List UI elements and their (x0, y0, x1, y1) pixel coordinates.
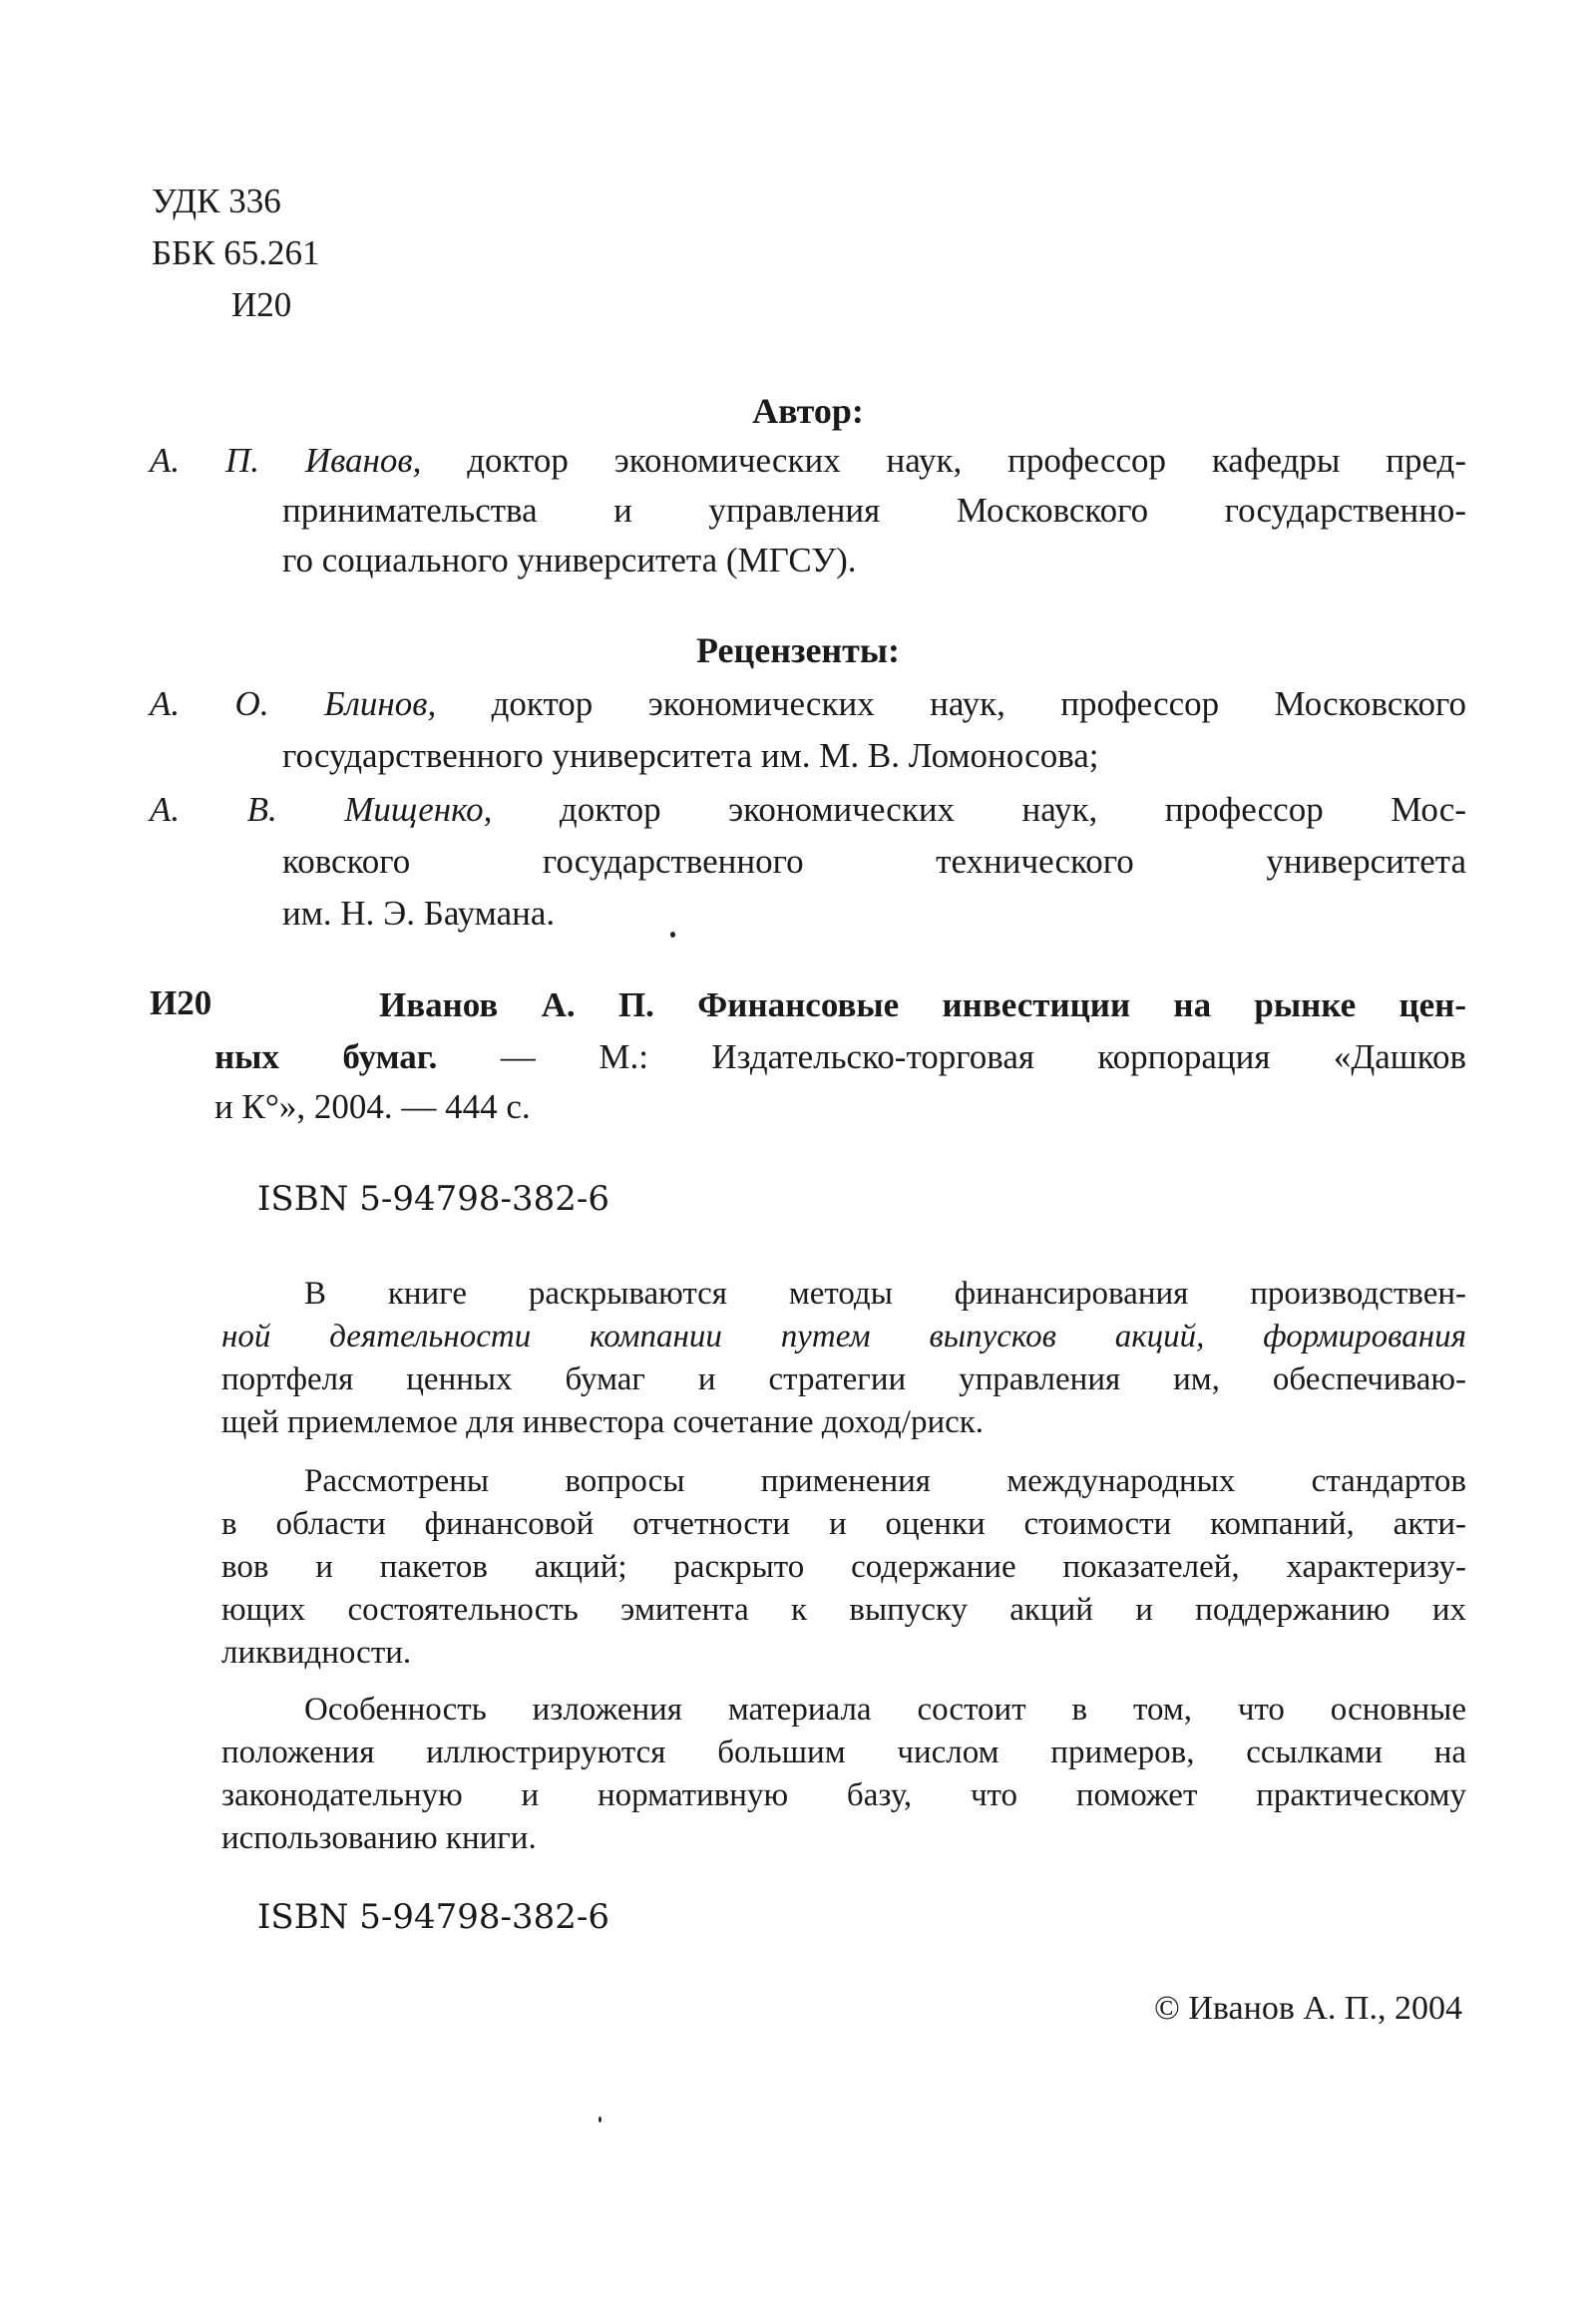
bbk-code: ББК 65.261 (152, 233, 320, 272)
abstract-p3-line-1: Особенность изложения материала состоит в том, что основные (304, 1692, 1466, 1728)
biblio-title-line-2: ных бумаг. — М.: Издательско-торговая корпорация «Дашков (214, 1037, 1467, 1076)
copyright: © Иванов А. П., 2004 (1154, 1990, 1462, 2027)
author-line-2: принимательства и управления Московского государственно- (282, 491, 1466, 530)
udk-code: УДК 336 (152, 182, 281, 220)
speck-mark (670, 932, 675, 938)
reviewer-2-line-3: им. Н. Э. Баумана. (282, 894, 556, 933)
abstract-p1-line-3: портфеля ценных бумаг и стратегии управления им, обеспечиваю- (221, 1361, 1466, 1397)
abstract-p2-line-5: ликвидности. (221, 1635, 412, 1671)
author-line-1: А. П. Иванов, доктор экономических наук, профессор кафедры пред- (150, 441, 1466, 480)
author-name: А. П. Иванов, (150, 441, 422, 480)
isbn-top: ISBN 5-94798-382-6 (257, 1179, 610, 1219)
author-sign-code: И20 (231, 285, 292, 324)
reviewer-2-line-2: ковского государственного технического университета (282, 842, 1466, 881)
author-line-3: го социального университета (МГСУ). (282, 541, 857, 579)
abstract-p1-line-2: ной деятельности компании путем выпусков акций, формирования (221, 1319, 1466, 1354)
abstract-p3-line-4: использованию книги. (221, 1820, 537, 1856)
author-heading: Автор: (752, 391, 864, 431)
abstract-p2-line-2: в области финансовой отчетности и оценки стоимости компаний, акти- (221, 1506, 1466, 1542)
reviewer-2-name: А. В. Мищенко, (150, 790, 493, 829)
biblio-title-line-1: Иванов А. П. Финансовые инвестиции на рынке цен- (379, 985, 1466, 1024)
abstract-p2-line-3: вов и пакетов акций; раскрыто содержание показателей, характеризу- (221, 1549, 1466, 1585)
biblio-sign: И20 (150, 983, 212, 1022)
abstract-p3-line-2: положения иллюстрируются большим числом примеров, ссылками на (221, 1735, 1466, 1770)
reviewer-1-line-1: А. О. Блинов, доктор экономических наук, профессор Московского (150, 684, 1467, 723)
abstract-p3-line-3: законодательную и нормативную базу, что поможет практическому (221, 1777, 1466, 1813)
isbn-bottom: ISBN 5-94798-382-6 (257, 1897, 610, 1937)
speck-mark-bottom (598, 2117, 601, 2122)
abstract-p1-line-1: В книге раскрываются методы финансирования производствен- (304, 1276, 1466, 1312)
reviewer-1-line-2: государственного университета им. М. В. Ломоносова; (282, 736, 1099, 775)
abstract-p1-line-4: щей приемлемое для инвестора сочетание доход/риск. (221, 1404, 985, 1440)
abstract-p2-line-4: ющих состоятельность эмитента к выпуску акций и поддержанию их (221, 1592, 1466, 1628)
abstract-p2-line-1: Рассмотрены вопросы применения международных стандартов (304, 1463, 1466, 1499)
biblio-title-line-3: и К°», 2004. — 444 с. (214, 1087, 531, 1126)
reviewer-2-line-1: А. В. Мищенко, доктор экономических наук, профессор Мос- (150, 790, 1466, 829)
reviewers-heading: Рецензенты: (696, 630, 900, 670)
reviewer-1-name: А. О. Блинов, (150, 684, 437, 723)
